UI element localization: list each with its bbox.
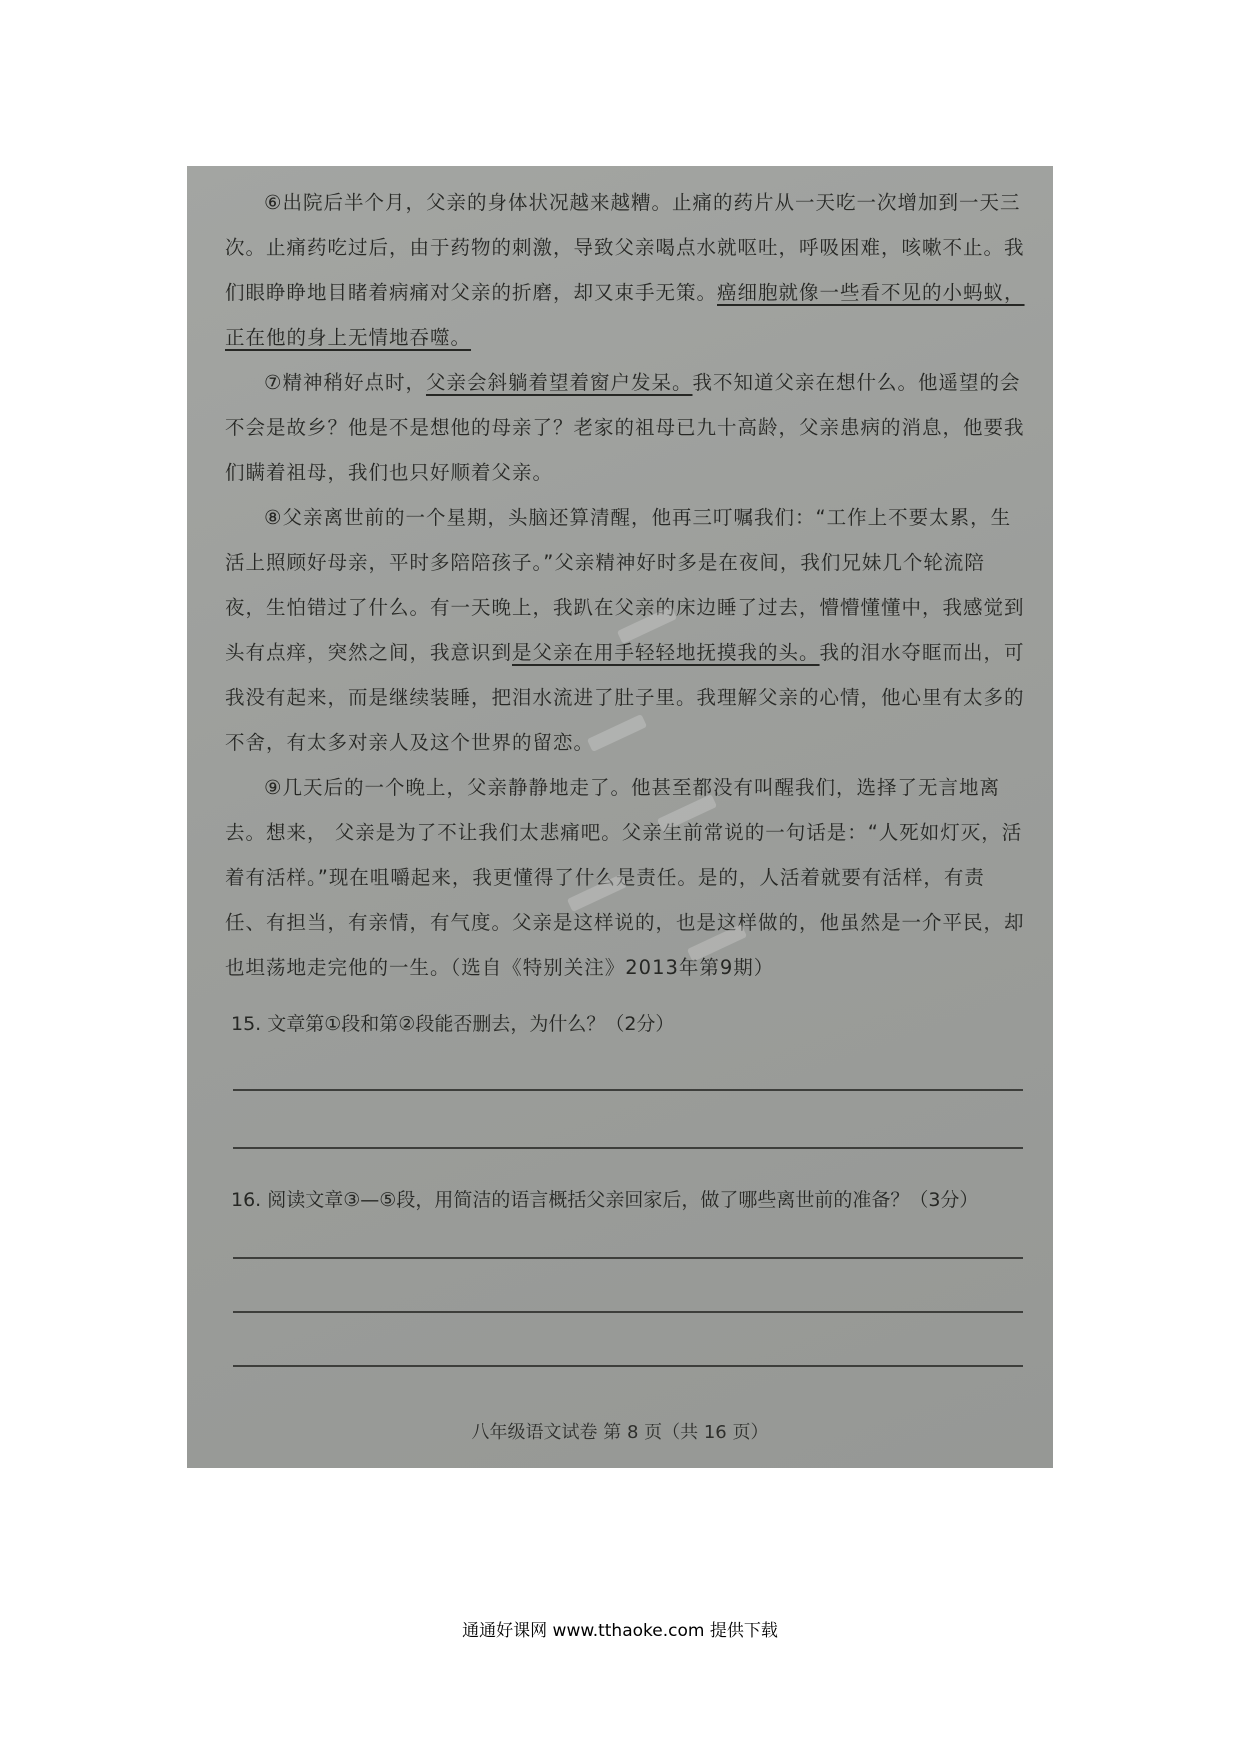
answer-line[interactable] xyxy=(233,1311,1023,1313)
question-16: 16. 阅读文章③—⑤段，用简洁的语言概括父亲回家后，做了哪些离世前的准备？（3分） xyxy=(231,1189,979,1211)
paragraph-9 xyxy=(225,765,1025,990)
answer-line[interactable] xyxy=(233,1257,1023,1259)
paragraph-7-underlined: 父亲会斜躺着望着窗户发呆。 xyxy=(425,371,693,394)
answer-line[interactable] xyxy=(233,1147,1023,1149)
paragraph-7-text-start: ⑦精神稍好点时， xyxy=(264,371,426,394)
paragraph-6 xyxy=(225,180,1025,360)
paragraph-6-underlined: 癌细胞就像一些看不见的小蚂蚁，正在他的身上无情地吞噬。 xyxy=(225,281,1025,349)
paragraph-8-text-start: ⑧父亲离世前的一个星期，头脑还算清醒，他再三叮嘱我们：“工作上不要太累，生活上照顾好母亲，平时多陪陪孩子。”父亲精神好时多是在夜间，我们兄妹几个轮流陪夜，生怕错过了什么。有一天晚上，我趴在父亲的床边睡了过去，懵懵懂懂中，我感觉到头有点痒，突然之间，我意识到 xyxy=(225,506,1025,664)
paragraph-7-text-end: 我不知道父亲在想什么。他遥望的会不会是故乡？他是不是想他的母亲了？老家的祖母已九十高龄，父亲患病的消息，他要我们瞒着祖母，我们也只好顺着父亲。 xyxy=(225,371,1025,484)
paragraph-7 xyxy=(225,360,1025,495)
download-credit: 通通好课网 www.tthaoke.com 提供下载 xyxy=(462,1621,778,1641)
page-number-footer: 八年级语文试卷 第 8 页（共 16 页） xyxy=(471,1422,769,1443)
paragraph-8-underlined: 是父亲在用手轻轻地抚摸我的头。 xyxy=(512,641,820,664)
paragraph-6-text: ⑥出院后半个月，父亲的身体状况越来越糟。止痛的药片从一天吃一次增加到一天三次。止痛药吃过后，由于药物的刺激，导致父亲喝点水就呕吐，呼吸困难，咳嗽不止。我们眼睁睁地目睹着病痛对父亲的折磨，却又束手无策。 xyxy=(225,191,1025,304)
paragraph-8-text-end: 我的泪水夺眶而出，可我没有起来，而是继续装睡，把泪水流进了肚子里。我理解父亲的心情，他心里有太多的不舍，有太多对亲人及这个世界的留恋。 xyxy=(225,641,1025,754)
question-15: 15. 文章第①段和第②段能否删去，为什么？（2分） xyxy=(231,1013,675,1035)
exam-page-photo xyxy=(187,166,1053,1468)
answer-line[interactable] xyxy=(233,1365,1023,1367)
paragraph-9-text: ⑨几天后的一个晚上，父亲静静地走了。他甚至都没有叫醒我们，选择了无言地离去。想来， 父亲是为了不让我们太悲痛吧。父亲生前常说的一句话是：“人死如灯灭，活着有活样。”现在咀嚼起来，我更懂得了什么是责任。是的，人活着就要有活样，有责任、有担当，有亲情，有气度。父亲是这样说的，也是这样做的，他虽然是一介平民，却也坦荡地走完他的一生。（选自《特别关注》2013年第9期） xyxy=(225,776,1025,979)
answer-line[interactable] xyxy=(233,1089,1023,1091)
